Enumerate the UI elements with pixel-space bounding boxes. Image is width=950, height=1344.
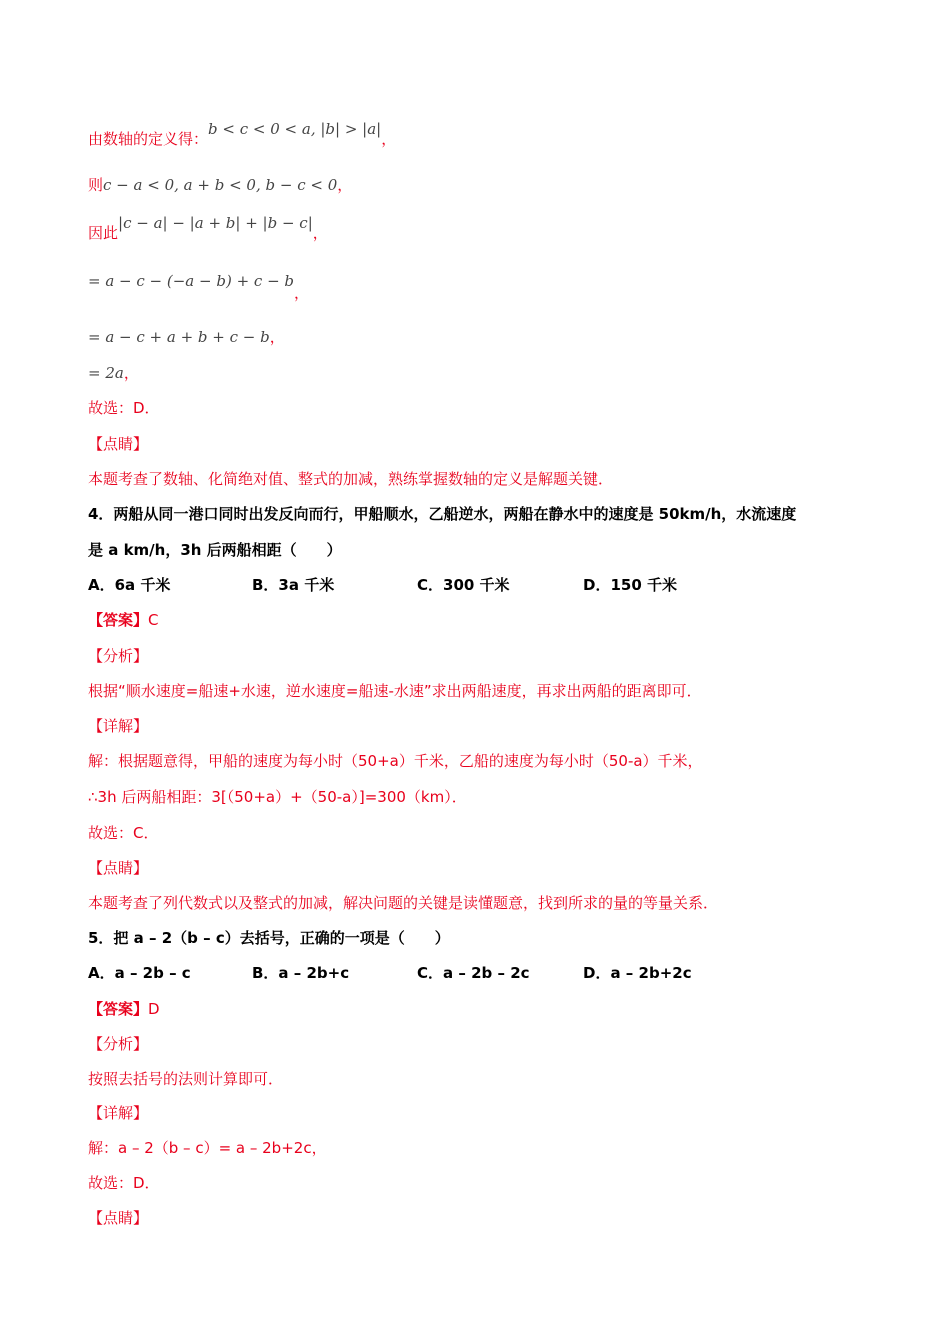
q5-stem: 5．把 a – 2（b – c）去括号，正确的一项是（ ） bbox=[88, 929, 450, 947]
q3-line-step3 bbox=[88, 362, 139, 384]
q4-stem-line1: 4．两船从同一港口同时出发反向而行，甲船顺水，乙船逆水，两船在静水中的速度是 50km/h，水流速度 bbox=[88, 505, 797, 523]
q4-option-b: B．3a 千米 bbox=[252, 576, 335, 594]
q5-comment-label: 【点睛】 bbox=[88, 1209, 149, 1227]
q5-option-b: B．a – 2b+c bbox=[252, 964, 350, 982]
q4-option-c: C．300 千米 bbox=[417, 576, 510, 594]
q3-line-step2 bbox=[88, 326, 285, 348]
q3-comment-label: 【点睛】 bbox=[88, 435, 149, 453]
q3-line-definition-text: 由数轴的定义得： bbox=[88, 130, 209, 148]
q4-comment: 本题考查了列代数式以及整式的加减，解决问题的关键是读懂题意，找到所求的量的等量关系． bbox=[88, 894, 719, 912]
q4-comment-label: 【点睛】 bbox=[88, 859, 149, 877]
q4-detail-line1: 解：根据题意得，甲船的速度为每小时（50+a）千米，乙船的速度为每小时（50-a）千米， bbox=[88, 752, 703, 770]
q3-therefore-text: 因此 bbox=[88, 224, 119, 242]
q5-answer bbox=[88, 998, 160, 1020]
q4-answer-label: 【答案】 bbox=[88, 611, 149, 629]
q4-option-d: D．150 千米 bbox=[583, 576, 677, 594]
q3-line-definition bbox=[88, 120, 397, 150]
q5-option-d: D．a – 2b+2c bbox=[583, 964, 692, 982]
q3-comma: ， bbox=[294, 284, 310, 302]
q3-choice: 故选：D． bbox=[88, 399, 160, 417]
q5-choice: 故选：D． bbox=[88, 1174, 160, 1192]
q5-detail: 解：a – 2（b – c）= a – 2b+2c， bbox=[88, 1139, 327, 1157]
q3-then-math: c − a < 0, a + b < 0, b − c < 0 bbox=[103, 176, 338, 194]
q3-step3-math: = 2a bbox=[88, 364, 124, 382]
q3-step1-math: = a − c − (−a − b) + c − b bbox=[88, 272, 295, 290]
q4-answer bbox=[88, 609, 159, 631]
q3-abs-expression: |c − a| − |a + b| + |b − c| bbox=[118, 214, 313, 232]
q4-choice: 故选：C． bbox=[88, 824, 159, 842]
q3-line-then bbox=[88, 174, 352, 196]
q4-answer-value: C bbox=[148, 611, 159, 629]
q4-analysis-label: 【分析】 bbox=[88, 647, 149, 665]
q3-line-step1 bbox=[88, 272, 310, 302]
q5-detail-label: 【详解】 bbox=[88, 1104, 149, 1122]
q3-comma: ， bbox=[123, 364, 139, 382]
q3-then-text: 则 bbox=[88, 176, 104, 194]
q3-step2-math: = a − c + a + b + c − b bbox=[88, 328, 270, 346]
q4-analysis: 根据“顺水速度=船速+水速，逆水速度=船速-水速”求出两船速度，再求出两船的距离即可． bbox=[88, 682, 702, 700]
q4-detail-label: 【详解】 bbox=[88, 717, 149, 735]
q3-comma: ， bbox=[269, 328, 285, 346]
q4-option-a: A．6a 千米 bbox=[88, 576, 171, 594]
q5-analysis-label: 【分析】 bbox=[88, 1035, 149, 1053]
q5-analysis: 按照去括号的法则计算即可． bbox=[88, 1070, 284, 1088]
q3-comma: ， bbox=[337, 176, 353, 194]
q3-comma: ， bbox=[381, 130, 397, 148]
q5-option-c: C．a – 2b – 2c bbox=[417, 964, 530, 982]
q5-answer-value: D bbox=[148, 1000, 160, 1018]
q3-line-therefore bbox=[88, 214, 328, 244]
q3-comment: 本题考查了数轴、化简绝对值、整式的加减，熟练掌握数轴的定义是解题关键． bbox=[88, 470, 614, 488]
q5-option-a: A．a – 2b – c bbox=[88, 964, 191, 982]
q4-stem-line2: 是 a km/h，3h 后两船相距（ ） bbox=[88, 541, 342, 559]
q5-answer-label: 【答案】 bbox=[88, 1000, 149, 1018]
q3-inequality-math: b < c < 0 < a, |b| > |a| bbox=[208, 120, 382, 138]
q3-comma: ， bbox=[312, 224, 328, 242]
q4-detail-line2: ∴3h 后两船相距：3[（50+a）+（50-a）]=300（km）． bbox=[88, 788, 467, 806]
